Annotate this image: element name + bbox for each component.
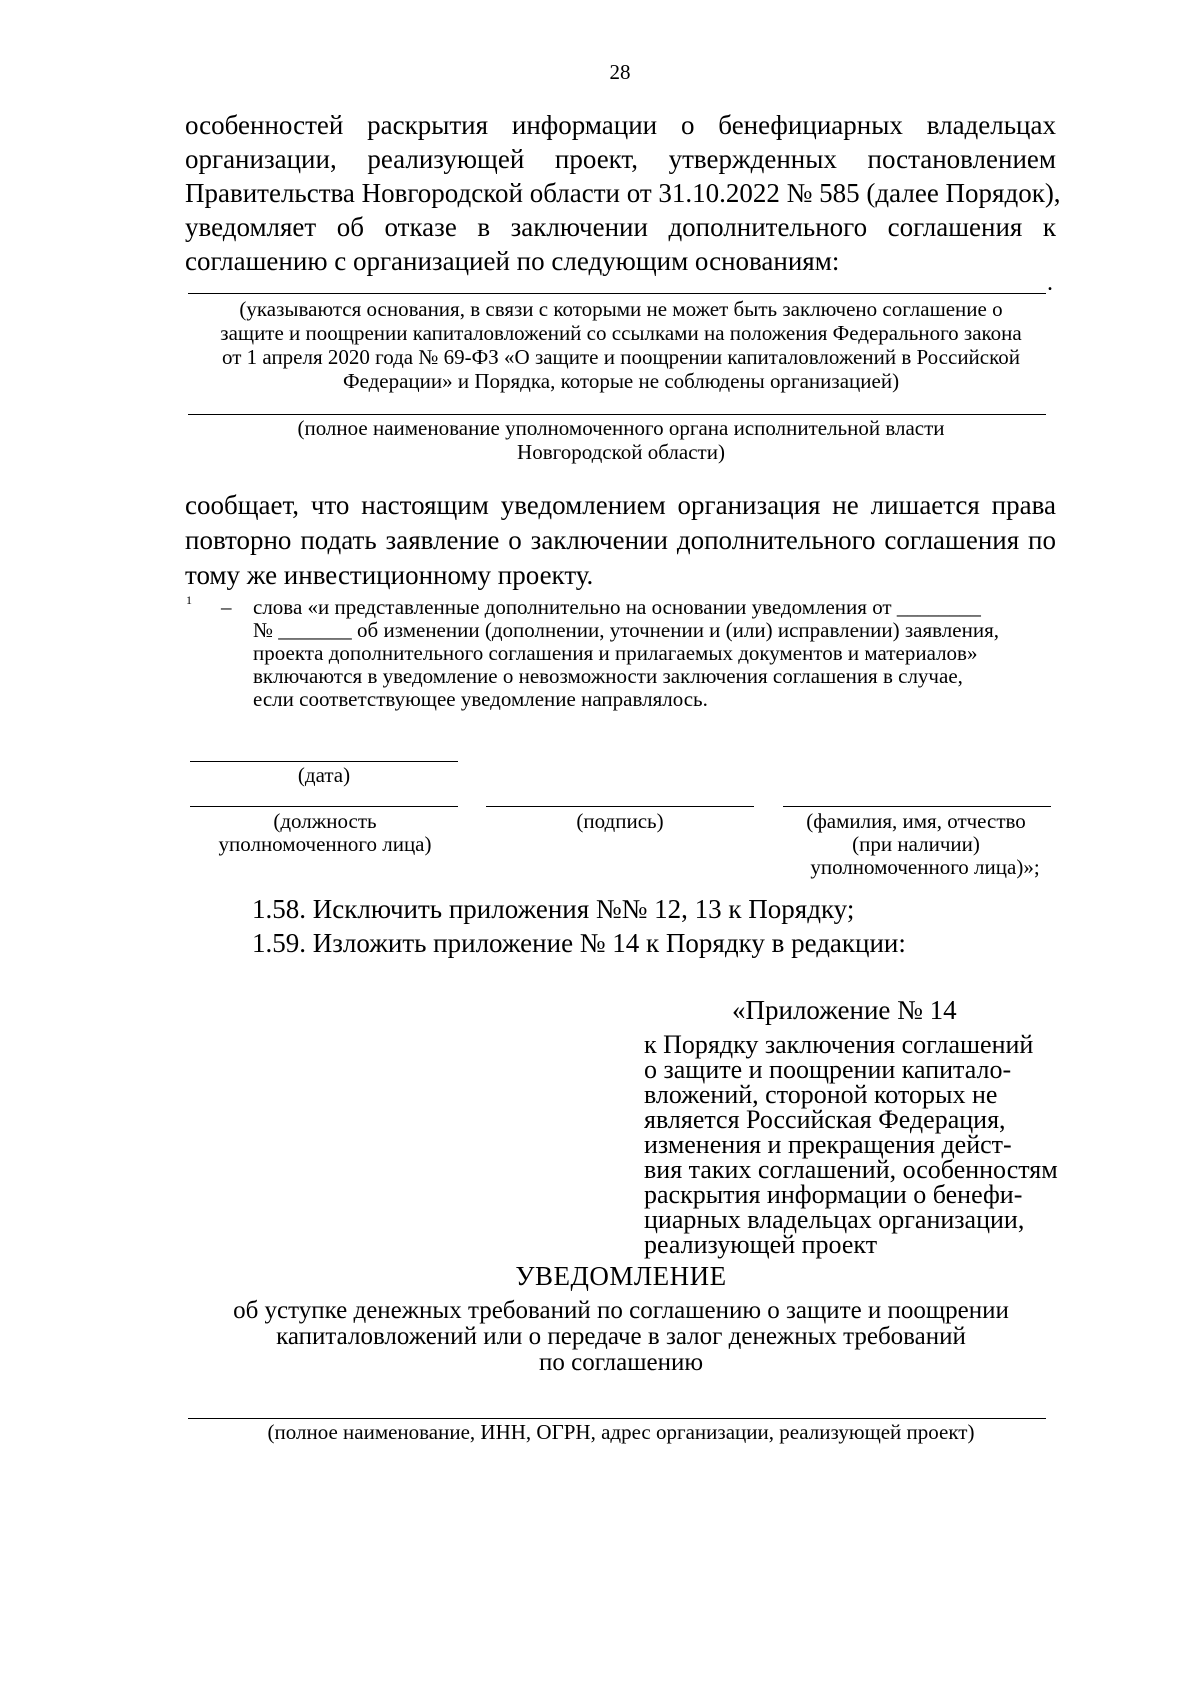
notice-subheading-line: по соглашению (538, 1349, 704, 1376)
signature-label: (подпись) (576, 809, 664, 833)
grounds-caption (180, 297, 1062, 393)
footnote-line: проекта дополнительного соглашения и прилагаемых документов и материалов» (253, 641, 978, 665)
grounds-caption-line: защите и поощрении капиталовложений со ссылками на положения Федерального закона (220, 321, 1022, 345)
name-blank-line (783, 806, 1051, 807)
intro-line: Правительства Новгородской области от 31.10.2022 № 585 (далее Порядок), (185, 178, 1061, 208)
position-label-line: уполномоченного лица) (218, 832, 432, 856)
appendix-line: является Российская Федерация, (644, 1105, 1006, 1134)
org-caption: (полное наименование, ИНН, ОГРН, адрес организации, реализующей проект) (267, 1420, 975, 1444)
appendix-line: к Порядку заключения соглашений (644, 1030, 1034, 1059)
org-blank-line (188, 1418, 1046, 1419)
appendix-title: «Приложение № 14 (732, 995, 957, 1025)
authority-caption-line: Новгородской области) (517, 440, 725, 464)
footnote-marker: 1 (186, 593, 192, 607)
grounds-trailing-period: . (1047, 270, 1053, 296)
notice-subheading (180, 1298, 1062, 1376)
footnote-line: № _______ об изменении (дополнении, уточнении и (или) исправлении) заявления, (253, 618, 999, 642)
appendix-line: реализующей проект (644, 1230, 878, 1259)
appendix-line: изменения и прекращения дейст- (644, 1130, 1012, 1159)
intro-paragraph (185, 108, 1061, 278)
footnote-line: слова «и представленные дополнительно на основании уведомления от ________ (253, 595, 981, 619)
date-blank-line (190, 761, 458, 762)
appendix-line: раскрытия информации о бенефи- (644, 1180, 1023, 1209)
intro-line: уведомляет об отказе в заключении дополнительного соглашения к (185, 212, 1056, 242)
notice-heading: УВЕДОМЛЕНИЕ (515, 1261, 727, 1291)
appendix-line: вложений, стороной которых не (644, 1080, 998, 1109)
grounds-caption-line: от 1 апреля 2020 года № 69-ФЗ «О защите и поощрении капиталовложений в Российской (222, 345, 1020, 369)
name-label-line: (при наличии) (852, 832, 980, 856)
intro-line: организации, реализующей проект, утвержденных постановлением (185, 144, 1056, 174)
footnote-line: если соответствующее уведомление направлялось. (253, 687, 708, 711)
notice-subheading-line: капиталовложений или о передаче в залог денежных требований (276, 1323, 966, 1350)
notice-line: тому же инвестиционному проекту. (185, 560, 594, 590)
intro-line: соглашению с организацией по следующим основаниям: (185, 246, 840, 276)
item-1-59: 1.59. Изложить приложение № 14 к Порядку в редакции: (252, 928, 906, 958)
notice-line: повторно подать заявление о заключении дополнительного соглашения по (185, 525, 1056, 555)
authority-blank-line (188, 414, 1046, 415)
footnote-dash: – (221, 595, 232, 619)
authority-caption (180, 416, 1062, 464)
grounds-blank-line (188, 293, 1046, 294)
position-label (180, 810, 470, 856)
appendix-line: о защите и поощрении капитало- (644, 1055, 1012, 1084)
page-number: 28 (609, 60, 631, 84)
name-label-line: уполномоченного лица)»; (810, 855, 1040, 879)
date-label: (дата) (297, 763, 351, 787)
notice-paragraph (185, 488, 1056, 593)
signature-blank-line (486, 806, 754, 807)
footnote-line: включаются в уведомление о невозможности заключения соглашения в случае, (253, 664, 963, 688)
grounds-caption-line: Федерации» и Порядка, которые не соблюдены организацией) (342, 369, 900, 393)
name-label-line: (фамилия, имя, отчество (806, 809, 1026, 833)
item-1-58: 1.58. Исключить приложения №№ 12, 13 к Порядку; (252, 894, 855, 924)
position-label-line: (должность (273, 809, 377, 833)
intro-line: особенностей раскрытия информации о бенефициарных владельцах (185, 110, 1056, 140)
appendix-line: циарных владельцах организации, (644, 1205, 1025, 1234)
grounds-caption-line: (указываются основания, в связи с которыми не может быть заключено соглашение о (239, 297, 1003, 321)
authority-caption-line: (полное наименование уполномоченного органа исполнительной власти (297, 416, 945, 440)
appendix-line: вия таких соглашений, особенностям (644, 1155, 1058, 1184)
appendix-description (644, 1030, 1058, 1259)
notice-subheading-line: об уступке денежных требований по соглашению о защите и поощрении (233, 1297, 1009, 1324)
notice-line: сообщает, что настоящим уведомлением организация не лишается права (185, 490, 1056, 520)
footnote-text (253, 596, 1053, 711)
name-label (770, 810, 1062, 879)
position-blank-line (190, 806, 458, 807)
